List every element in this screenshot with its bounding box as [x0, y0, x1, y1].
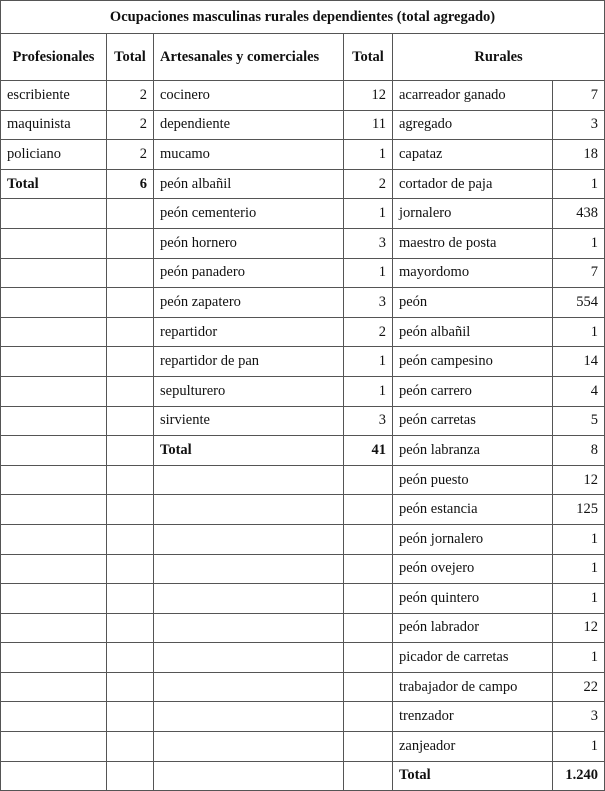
cell-profesional-total: [107, 317, 154, 347]
header-total-artesanales: Total: [344, 34, 393, 81]
cell-rural: cortador de paja: [393, 169, 553, 199]
table-row: [1, 702, 605, 732]
cell-artesanal: [154, 761, 344, 791]
cell-artesanal-total: 41: [344, 436, 393, 466]
table-row: [1, 613, 605, 643]
cell-profesional: [1, 524, 107, 554]
cell-artesanal: peón albañil: [154, 169, 344, 199]
cell-profesional: [1, 258, 107, 288]
cell-artesanal-total: [344, 495, 393, 525]
cell-artesanal: [154, 643, 344, 673]
cell-profesional: [1, 761, 107, 791]
cell-profesional-total: [107, 732, 154, 762]
cell-profesional: [1, 702, 107, 732]
cell-artesanal-total: 1: [344, 376, 393, 406]
cell-rural-total: 125: [553, 495, 605, 525]
cell-artesanal-total: [344, 672, 393, 702]
cell-rural-total: 3: [553, 702, 605, 732]
header-total-profesionales: Total: [107, 34, 154, 81]
cell-profesional-total: [107, 199, 154, 229]
cell-profesional-total: [107, 584, 154, 614]
cell-rural-total: 7: [553, 81, 605, 111]
cell-rural-total: 1: [553, 584, 605, 614]
header-artesanales: Artesanales y comerciales: [154, 34, 344, 81]
cell-rural: trabajador de campo: [393, 672, 553, 702]
table-row: [1, 732, 605, 762]
cell-artesanal-total: [344, 732, 393, 762]
table-row: [1, 643, 605, 673]
cell-artesanal-total: [344, 524, 393, 554]
cell-profesional-total: [107, 465, 154, 495]
cell-rural: peón carrero: [393, 376, 553, 406]
table-row: [1, 81, 605, 111]
cell-profesional-total: [107, 495, 154, 525]
cell-artesanal: repartidor: [154, 317, 344, 347]
cell-rural: zanjeador: [393, 732, 553, 762]
cell-artesanal-total: 1: [344, 199, 393, 229]
table-row: [1, 317, 605, 347]
cell-profesional: [1, 406, 107, 436]
table-row: [1, 436, 605, 466]
cell-profesional: [1, 495, 107, 525]
table-body: [1, 81, 605, 791]
cell-rural: jornalero: [393, 199, 553, 229]
cell-artesanal-total: 3: [344, 406, 393, 436]
cell-profesional-total: 2: [107, 81, 154, 111]
cell-profesional-total: [107, 406, 154, 436]
cell-profesional-total: [107, 288, 154, 318]
cell-artesanal: [154, 524, 344, 554]
table-row: [1, 258, 605, 288]
cell-artesanal-total: 1: [344, 140, 393, 170]
cell-profesional-total: [107, 761, 154, 791]
table-row: [1, 406, 605, 436]
cell-profesional: Total: [1, 169, 107, 199]
cell-artesanal-total: 11: [344, 110, 393, 140]
table-row: [1, 554, 605, 584]
cell-artesanal: [154, 465, 344, 495]
header-rurales: Rurales: [393, 34, 605, 81]
cell-artesanal: Total: [154, 436, 344, 466]
cell-rural-total: 7: [553, 258, 605, 288]
cell-profesional-total: [107, 258, 154, 288]
cell-artesanal: dependiente: [154, 110, 344, 140]
cell-artesanal-total: 2: [344, 169, 393, 199]
cell-profesional: [1, 376, 107, 406]
cell-artesanal: peón hornero: [154, 228, 344, 258]
cell-artesanal-total: 2: [344, 317, 393, 347]
cell-artesanal-total: 3: [344, 288, 393, 318]
cell-artesanal-total: [344, 643, 393, 673]
cell-artesanal: [154, 554, 344, 584]
cell-rural-total: 1: [553, 317, 605, 347]
cell-rural-total: 14: [553, 347, 605, 377]
cell-profesional: maquinista: [1, 110, 107, 140]
table-row: [1, 584, 605, 614]
cell-rural: peón campesino: [393, 347, 553, 377]
cell-profesional-total: [107, 672, 154, 702]
cell-artesanal: [154, 584, 344, 614]
cell-rural: peón quintero: [393, 584, 553, 614]
cell-artesanal: repartidor de pan: [154, 347, 344, 377]
cell-profesional: [1, 584, 107, 614]
cell-profesional-total: [107, 524, 154, 554]
cell-artesanal-total: [344, 584, 393, 614]
cell-profesional: [1, 347, 107, 377]
header-profesionales: Profesionales: [1, 34, 107, 81]
cell-artesanal-total: [344, 613, 393, 643]
cell-rural: peón carretas: [393, 406, 553, 436]
cell-artesanal-total: 1: [344, 347, 393, 377]
cell-rural-total: 3: [553, 110, 605, 140]
cell-rural-total: 12: [553, 613, 605, 643]
cell-artesanal-total: [344, 761, 393, 791]
cell-rural: picador de carretas: [393, 643, 553, 673]
cell-profesional-total: 2: [107, 140, 154, 170]
cell-artesanal: [154, 495, 344, 525]
cell-rural-total: 1: [553, 228, 605, 258]
cell-profesional-total: 6: [107, 169, 154, 199]
cell-artesanal: peón panadero: [154, 258, 344, 288]
cell-artesanal: cocinero: [154, 81, 344, 111]
table-row: [1, 672, 605, 702]
cell-profesional: [1, 288, 107, 318]
cell-rural: Total: [393, 761, 553, 791]
cell-artesanal-total: [344, 702, 393, 732]
cell-profesional-total: [107, 347, 154, 377]
cell-profesional-total: [107, 228, 154, 258]
cell-rural-total: 4: [553, 376, 605, 406]
cell-artesanal: peón cementerio: [154, 199, 344, 229]
cell-rural: peón jornalero: [393, 524, 553, 554]
cell-rural: peón estancia: [393, 495, 553, 525]
table-row: [1, 169, 605, 199]
cell-rural: peón labrador: [393, 613, 553, 643]
cell-artesanal: [154, 613, 344, 643]
cell-rural: trenzador: [393, 702, 553, 732]
cell-profesional: [1, 465, 107, 495]
cell-rural-total: 1: [553, 554, 605, 584]
cell-rural-total: 18: [553, 140, 605, 170]
cell-profesional-total: [107, 436, 154, 466]
table-row: [1, 465, 605, 495]
table-row: [1, 495, 605, 525]
cell-rural: peón: [393, 288, 553, 318]
cell-artesanal: [154, 672, 344, 702]
cell-profesional-total: [107, 643, 154, 673]
cell-rural-total: 1: [553, 524, 605, 554]
cell-artesanal-total: 3: [344, 228, 393, 258]
title-row: [1, 1, 605, 34]
table-row: [1, 110, 605, 140]
cell-rural-total: 438: [553, 199, 605, 229]
table-row: [1, 288, 605, 318]
cell-profesional: [1, 436, 107, 466]
cell-rural-total: 5: [553, 406, 605, 436]
table-row: [1, 199, 605, 229]
table-row: [1, 761, 605, 791]
cell-artesanal: [154, 732, 344, 762]
cell-profesional: [1, 732, 107, 762]
table-row: [1, 228, 605, 258]
cell-profesional: [1, 643, 107, 673]
table-row: [1, 524, 605, 554]
cell-rural: peón puesto: [393, 465, 553, 495]
cell-profesional-total: [107, 613, 154, 643]
cell-profesional-total: 2: [107, 110, 154, 140]
cell-profesional-total: [107, 554, 154, 584]
cell-profesional-total: [107, 702, 154, 732]
cell-rural-total: 22: [553, 672, 605, 702]
cell-profesional: escribiente: [1, 81, 107, 111]
table-row: [1, 140, 605, 170]
cell-artesanal-total: 1: [344, 258, 393, 288]
cell-artesanal: sepulturero: [154, 376, 344, 406]
cell-rural: peón labranza: [393, 436, 553, 466]
cell-rural-total: 1: [553, 643, 605, 673]
cell-rural-total: 12: [553, 465, 605, 495]
cell-artesanal: [154, 702, 344, 732]
cell-rural: peón ovejero: [393, 554, 553, 584]
table-row: [1, 347, 605, 377]
cell-rural-total: 1: [553, 732, 605, 762]
cell-rural-total: 1.240: [553, 761, 605, 791]
cell-artesanal: sirviente: [154, 406, 344, 436]
cell-artesanal: peón zapatero: [154, 288, 344, 318]
cell-rural: acarreador ganado: [393, 81, 553, 111]
cell-rural-total: 1: [553, 169, 605, 199]
table-title: Ocupaciones masculinas rurales dependientes (total agregado): [1, 1, 605, 34]
cell-profesional: [1, 199, 107, 229]
cell-profesional-total: [107, 376, 154, 406]
cell-artesanal-total: [344, 465, 393, 495]
cell-rural-total: 8: [553, 436, 605, 466]
table-row: [1, 376, 605, 406]
cell-artesanal: mucamo: [154, 140, 344, 170]
cell-artesanal-total: [344, 554, 393, 584]
cell-profesional: policiano: [1, 140, 107, 170]
cell-rural: maestro de posta: [393, 228, 553, 258]
cell-profesional: [1, 613, 107, 643]
cell-profesional: [1, 317, 107, 347]
cell-artesanal-total: 12: [344, 81, 393, 111]
cell-profesional: [1, 672, 107, 702]
cell-rural: mayordomo: [393, 258, 553, 288]
cell-rural: peón albañil: [393, 317, 553, 347]
cell-rural: capataz: [393, 140, 553, 170]
cell-rural: agregado: [393, 110, 553, 140]
cell-profesional: [1, 554, 107, 584]
cell-profesional: [1, 228, 107, 258]
header-row: [1, 34, 605, 81]
cell-rural-total: 554: [553, 288, 605, 318]
